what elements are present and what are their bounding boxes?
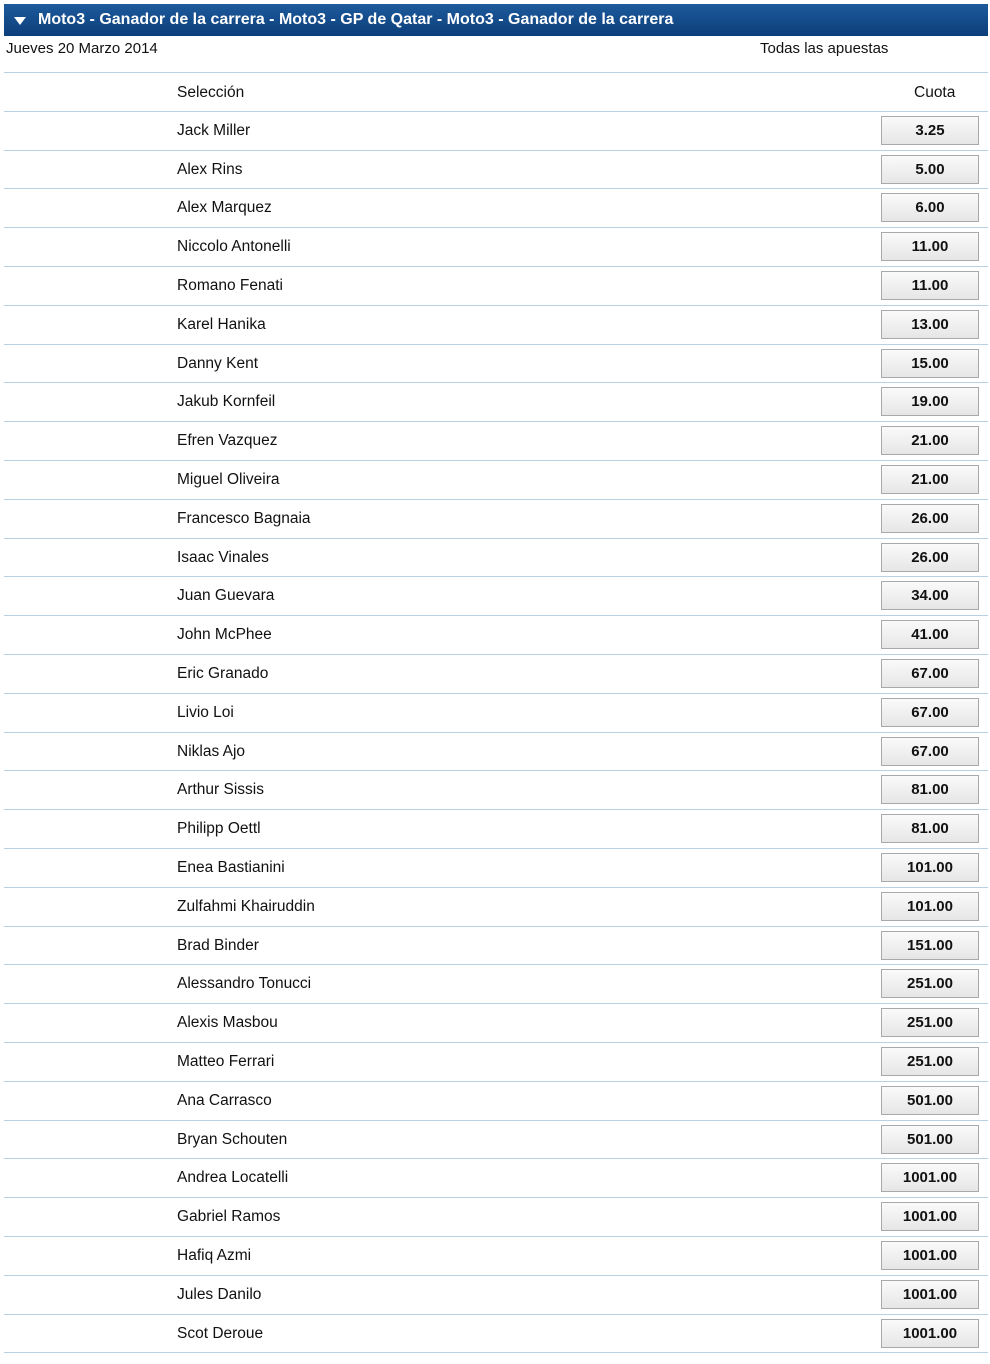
table-row (4, 305, 988, 344)
table-bottom-border (4, 1352, 988, 1353)
odds-button[interactable]: 13.00 (881, 310, 979, 339)
odds-button[interactable]: 251.00 (881, 969, 979, 998)
table-row (4, 1314, 988, 1353)
odds-button[interactable]: 11.00 (881, 232, 979, 261)
table-row (4, 1197, 988, 1236)
odds-button[interactable]: 1001.00 (881, 1202, 979, 1231)
selection-name: Scot Deroue (177, 1324, 264, 1342)
odds-button[interactable]: 151.00 (881, 931, 979, 960)
odds-button[interactable]: 3.25 (881, 116, 979, 145)
odds-button[interactable]: 15.00 (881, 349, 979, 378)
selection-name: Romano Fenati (177, 276, 283, 294)
table-row (4, 1120, 988, 1159)
table-row (4, 693, 988, 732)
selection-name: Jack Miller (177, 121, 251, 139)
table-row (4, 1275, 988, 1314)
odds-button[interactable]: 5.00 (881, 155, 979, 184)
selection-name: Brad Binder (177, 936, 259, 954)
selection-name: Francesco Bagnaia (177, 509, 311, 527)
table-row (4, 964, 988, 1003)
table-row (4, 770, 988, 809)
market-header[interactable] (4, 4, 988, 36)
selection-name: Alexis Masbou (177, 1014, 278, 1032)
table-row (4, 654, 988, 693)
odds-column-header: Cuota (914, 84, 956, 101)
selection-name: Andrea Locatelli (177, 1169, 289, 1187)
selection-name: Jakub Kornfeil (177, 393, 276, 411)
table-row (4, 1081, 988, 1120)
selection-name: Bryan Schouten (177, 1130, 288, 1148)
odds-button[interactable]: 81.00 (881, 814, 979, 843)
selection-name: Niklas Ajo (177, 742, 246, 760)
odds-button[interactable]: 501.00 (881, 1125, 979, 1154)
odds-table (4, 72, 988, 1353)
table-row (4, 732, 988, 771)
table-row (4, 344, 988, 383)
selection-name: Arthur Sissis (177, 781, 264, 799)
table-row (4, 266, 988, 305)
odds-button[interactable]: 21.00 (881, 465, 979, 494)
odds-button[interactable]: 26.00 (881, 543, 979, 572)
table-row (4, 615, 988, 654)
odds-button[interactable]: 67.00 (881, 698, 979, 727)
odds-button[interactable]: 1001.00 (881, 1319, 979, 1348)
selection-name: Alex Marquez (177, 199, 272, 217)
selection-name: Enea Bastianini (177, 858, 285, 876)
odds-button[interactable]: 1001.00 (881, 1280, 979, 1309)
selection-name: Juan Guevara (177, 587, 275, 605)
selection-name: Karel Hanika (177, 315, 266, 333)
selection-name: Isaac Vinales (177, 548, 269, 566)
selection-name: Eric Granado (177, 664, 269, 682)
table-row (4, 538, 988, 577)
table-header-row (4, 72, 988, 111)
table-row (4, 460, 988, 499)
table-row (4, 926, 988, 965)
selection-name: Danny Kent (177, 354, 258, 372)
event-date: Jueves 20 Marzo 2014 (6, 40, 158, 57)
odds-button[interactable]: 101.00 (881, 853, 979, 882)
table-row (4, 1042, 988, 1081)
odds-button[interactable]: 1001.00 (881, 1163, 979, 1192)
table-row (4, 1236, 988, 1275)
selection-name: Alex Rins (177, 160, 243, 178)
odds-button[interactable]: 1001.00 (881, 1241, 979, 1270)
odds-button[interactable]: 34.00 (881, 581, 979, 610)
odds-button[interactable]: 67.00 (881, 737, 979, 766)
market-subheader (4, 36, 988, 72)
selection-name: Livio Loi (177, 703, 234, 721)
table-row (4, 150, 988, 189)
odds-button[interactable]: 41.00 (881, 620, 979, 649)
odds-button[interactable]: 19.00 (881, 387, 979, 416)
market-title: Moto3 - Ganador de la carrera - Moto3 - GP de Qatar - Moto3 - Ganador de la carrera (38, 11, 674, 28)
table-row (4, 227, 988, 266)
table-row (4, 809, 988, 848)
selection-name: Niccolo Antonelli (177, 238, 291, 256)
table-row (4, 1003, 988, 1042)
odds-button[interactable]: 6.00 (881, 193, 979, 222)
selection-name: Miguel Oliveira (177, 470, 280, 488)
table-row (4, 576, 988, 615)
selection-name: Matteo Ferrari (177, 1052, 275, 1070)
odds-button[interactable]: 251.00 (881, 1047, 979, 1076)
odds-button[interactable]: 11.00 (881, 271, 979, 300)
selection-column-header: Selección (177, 84, 245, 101)
table-row (4, 421, 988, 460)
selection-name: Philipp Oettl (177, 820, 261, 838)
selection-name: John McPhee (177, 626, 272, 644)
table-row (4, 1158, 988, 1197)
selection-name: Hafiq Azmi (177, 1246, 252, 1264)
selection-name: Jules Danilo (177, 1285, 262, 1303)
table-row (4, 188, 988, 227)
selection-name: Efren Vazquez (177, 432, 278, 450)
odds-button[interactable]: 81.00 (881, 775, 979, 804)
odds-button[interactable]: 21.00 (881, 426, 979, 455)
selection-name: Alessandro Tonucci (177, 975, 312, 993)
all-bets-label: Todas las apuestas (760, 40, 889, 57)
odds-button[interactable]: 26.00 (881, 504, 979, 533)
odds-button[interactable]: 67.00 (881, 659, 979, 688)
odds-button[interactable]: 501.00 (881, 1086, 979, 1115)
table-row (4, 111, 988, 150)
odds-button[interactable]: 101.00 (881, 892, 979, 921)
selection-name: Zulfahmi Khairuddin (177, 897, 315, 915)
table-row (4, 887, 988, 926)
table-row (4, 499, 988, 538)
odds-button[interactable]: 251.00 (881, 1008, 979, 1037)
table-row (4, 382, 988, 421)
selection-name: Ana Carrasco (177, 1091, 272, 1109)
selection-name: Gabriel Ramos (177, 1208, 281, 1226)
table-row (4, 848, 988, 887)
collapse-triangle-icon[interactable] (14, 17, 26, 25)
